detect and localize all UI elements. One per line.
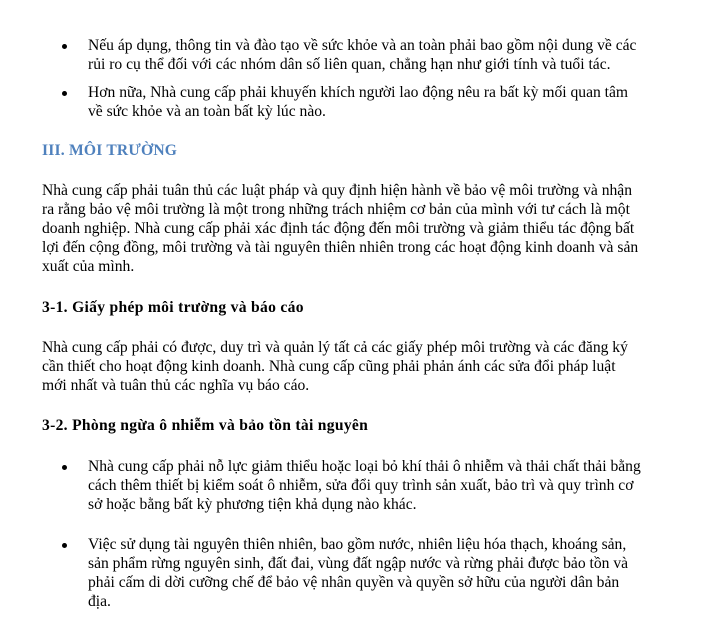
bullet-icon xyxy=(62,44,67,49)
list-item-text: Nếu áp dụng, thông tin và đào tạo về sức khỏe và an toàn phải bao gồm nội dung về các rủi ro cụ thể đối với các nhóm dân số liên quan, chẳng hạn như giới tính và tuổi tác. xyxy=(88,37,637,73)
subsection-heading: 3-2. Phòng ngừa ô nhiễm và bảo tồn tài nguyên xyxy=(42,417,369,434)
bullet-icon xyxy=(62,91,67,96)
subsection-heading: 3-1. Giấy phép môi trường và báo cáo xyxy=(42,299,304,316)
list-item-text: Việc sử dụng tài nguyên thiên nhiên, bao gồm nước, nhiên liệu hóa thạch, khoáng sản, sản phẩm rừng nguyên sinh, đất đai, vùng đất ngập nước và rừng phải được bảo tồn và phải cấm di dời cưỡng chế để bảo vệ nhân quyền và quyền sở hữu của người dân bản địa. xyxy=(88,536,629,610)
section-intro-paragraph: Nhà cung cấp phải tuân thủ các luật pháp và quy định hiện hành về bảo vệ môi trường và nhận ra rằng bảo vệ môi trường là một trong những trách nhiệm cơ bản của mình với tư cách là một doanh nghiệp. Nhà cung cấp phải xác định tác động đến môi trường và giảm thiểu tác động bất lợi đến cộng đồng, môi trường và tài nguyên thiên nhiên trong các hoạt động kinh doanh và sản xuất của mình. xyxy=(42,182,639,275)
bullet-icon xyxy=(62,543,67,548)
list-item-text: Hơn nữa, Nhà cung cấp phải khuyến khích người lao động nêu ra bất kỳ mối quan tâm về sức khỏe và an toàn bất kỳ lúc nào. xyxy=(88,84,629,120)
list-item-text: Nhà cung cấp phải nỗ lực giảm thiểu hoặc loại bỏ khí thải ô nhiễm và thải chất thải bằng cách thêm thiết bị kiểm soát ô nhiễm, sửa đổi quy trình sản xuất, bảo trì và quy trình cơ sở hoặc bằng bất kỳ phương tiện khả dụng nào khác. xyxy=(88,458,641,513)
bullet-icon xyxy=(62,465,67,470)
section-heading: III. MÔI TRƯỜNG xyxy=(42,142,178,159)
subsection-paragraph: Nhà cung cấp phải có được, duy trì và quản lý tất cả các giấy phép môi trường và các đăng ký cần thiết cho hoạt động kinh doanh. Nhà cung cấp cũng phải phản ánh các sửa đổi pháp luật mới nhất và tuân thủ các nghĩa vụ báo cáo. xyxy=(42,339,628,394)
